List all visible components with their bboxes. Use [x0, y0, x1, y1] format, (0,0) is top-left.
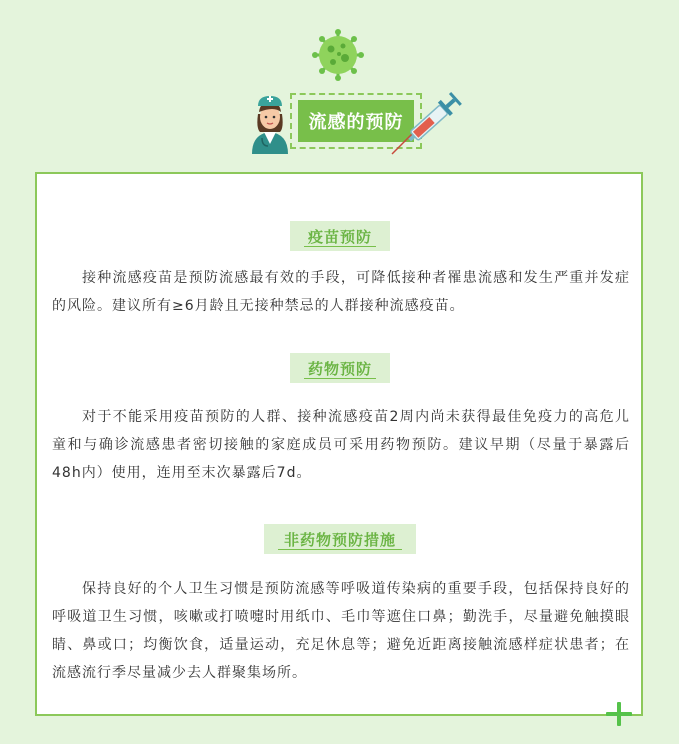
- section-title-vaccine: 疫苗预防: [290, 221, 390, 251]
- page-title: 流感的预防: [298, 100, 414, 142]
- section-text-medication: 对于不能采用疫苗预防的人群、接种流感疫苗2周内尚未获得最佳免疫力的高危儿童和与确诊流感患者密切接触的家庭成员可采用药物预防。建议早期（尽量于暴露后48h内）使用，连用至末次暴露后7d。: [52, 409, 630, 481]
- title-underline: [304, 246, 376, 247]
- header: [0, 0, 679, 170]
- plus-icon-vertical: [617, 702, 621, 726]
- section-text-non-drug: 保持良好的个人卫生习惯是预防流感等呼吸道传染病的重要手段，包括保持良好的呼吸道卫生习惯，咳嗽或打喷嚏时用纸巾、毛巾等遮住口鼻；勤洗手，尽量避免触摸眼睛、鼻或口；均衡饮食，适量运动，充足休息等；避免近距离接触流感样症状患者；在流感流行季尽量减少去人群聚集场所。: [52, 581, 630, 681]
- nurse-icon: [248, 94, 292, 154]
- title-underline: [304, 378, 376, 379]
- section-text-vaccine: 接种流感疫苗是预防流感最有效的手段，可降低接种者罹患流感和发生严重并发症的风险。建议所有≥6月龄且无接种禁忌的人群接种流感疫苗。: [52, 270, 630, 314]
- syringe-icon: [388, 84, 466, 156]
- virus-icon: [312, 28, 364, 82]
- section-title-non-drug: 非药物预防措施: [264, 524, 416, 554]
- section-title-medication: 药物预防: [290, 353, 390, 383]
- title-underline: [278, 549, 402, 550]
